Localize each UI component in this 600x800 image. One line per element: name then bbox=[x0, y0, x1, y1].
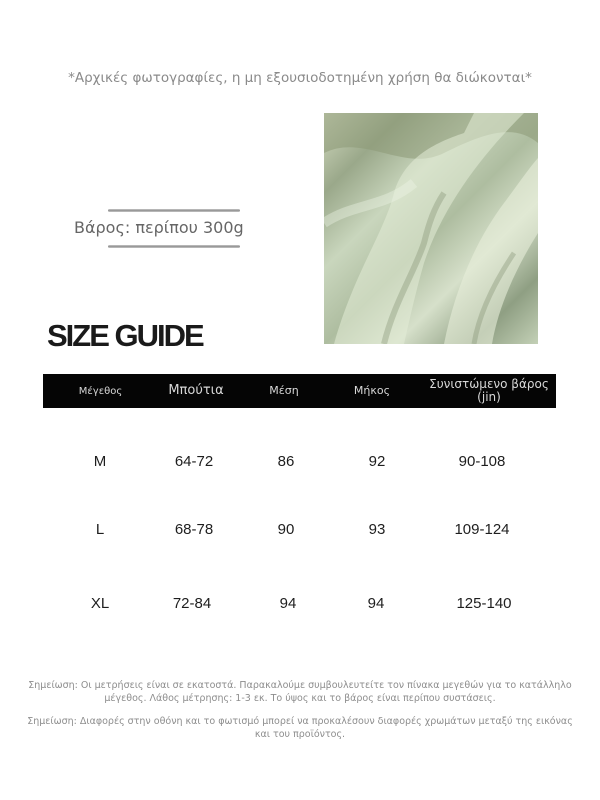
header-hips: Μπούτια bbox=[168, 382, 224, 398]
row-xl-weight: 125-140 bbox=[456, 595, 512, 612]
row-l-length: 93 bbox=[368, 521, 386, 538]
row-m-weight: 90-108 bbox=[458, 453, 506, 470]
row-xl-waist: 94 bbox=[279, 595, 297, 612]
row-l-hips: 68-78 bbox=[174, 521, 214, 538]
header-recommended-weight: Συνιστώμενο βάρος (jin) bbox=[429, 376, 549, 404]
row-m-length: 92 bbox=[368, 453, 386, 470]
row-m-hips: 64-72 bbox=[174, 453, 214, 470]
header-length: Μήκος bbox=[353, 383, 391, 397]
copyright-notice: *Αρχικές φωτογραφίες, η μη εξουσιοδοτημένη χρήση θα διώκονται* bbox=[68, 70, 532, 86]
fabric-drape-illustration bbox=[324, 113, 538, 344]
size-guide-title: SIZE GUIDE bbox=[47, 318, 203, 353]
row-xl-hips: 72-84 bbox=[172, 595, 212, 612]
header-size: Μέγεθος bbox=[78, 385, 123, 397]
color-note: Σημείωση: Διαφορές στην οθόνη και το φωτισμό μπορεί να προκαλέσουν διαφορές χρωμάτων μεταξύ της εικόνας και του προϊόντος. bbox=[27, 716, 573, 740]
weight-top-rule bbox=[108, 209, 240, 212]
header-waist: Μέση bbox=[269, 383, 299, 397]
size-table-header bbox=[43, 374, 556, 408]
row-xl-length: 94 bbox=[367, 595, 385, 612]
weight-label: Βάρος: περίπου 300g bbox=[74, 218, 244, 237]
row-xl-size: XL bbox=[90, 595, 110, 612]
row-l-weight: 109-124 bbox=[454, 521, 510, 538]
weight-bottom-rule bbox=[108, 245, 240, 248]
row-m-size: M bbox=[93, 453, 107, 470]
row-l-waist: 90 bbox=[277, 521, 295, 538]
row-m-waist: 86 bbox=[277, 453, 295, 470]
row-l-size: L bbox=[95, 521, 105, 538]
measurement-note: Σημείωση: Οι μετρήσεις είναι σε εκατοστά. Παρακαλούμε συμβουλευτείτε τον πίνακα μεγεθών για το κατάλληλο μέγεθος. Λάθος μέτρησης: 1-3 εκ. Το ύψος και το βάρος είναι περίπου συστάσεις. bbox=[28, 680, 572, 704]
fabric-image bbox=[324, 113, 538, 344]
